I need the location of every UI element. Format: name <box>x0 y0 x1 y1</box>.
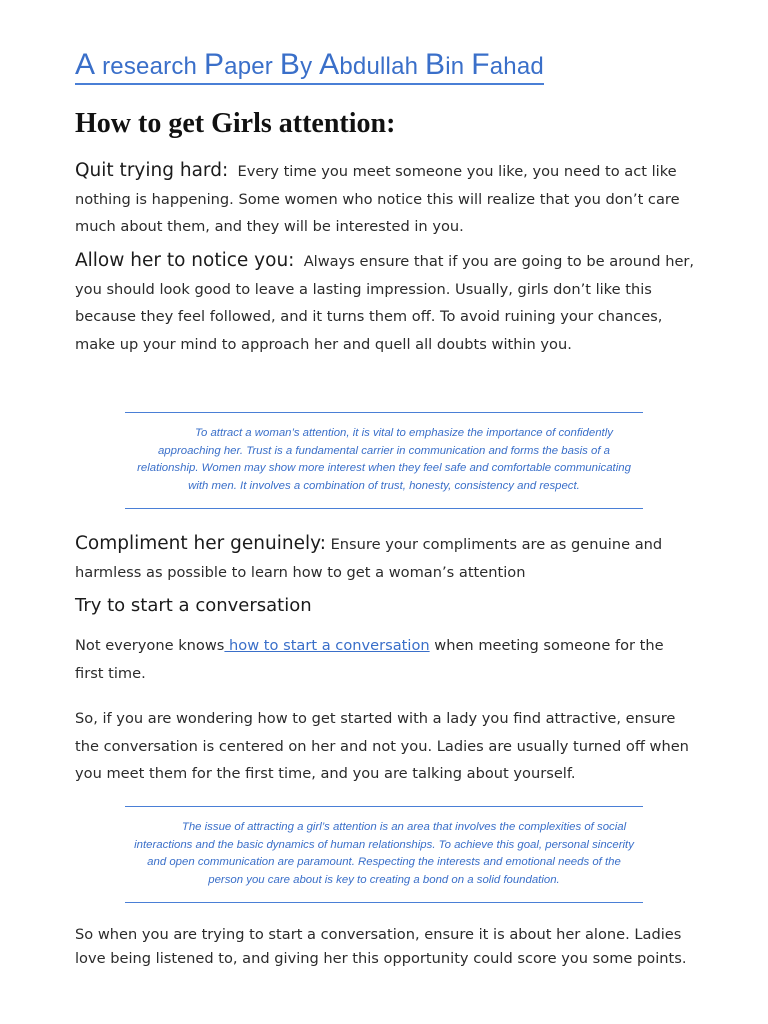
document-title <box>75 48 544 85</box>
section-lead: Allow her to notice you: <box>75 250 295 271</box>
paragraph-text: Not everyone knows <box>75 637 225 654</box>
section-lead: Compliment her genuinely: <box>75 533 326 554</box>
conversation-paragraph-1 <box>75 632 695 687</box>
section-allow-notice <box>75 247 695 358</box>
quote-text: To attract a woman’s attention, it is vital to emphasize the importance of confidently approaching her. Trust is a fundamental carrier in communication and forms the basis of a relationship. Women may show more interest when they feel safe and comfortable communicating with men. It involves a combination of trust, honesty, consistency and respect. <box>137 427 631 492</box>
title-part: B <box>279 48 301 81</box>
title-part: aper <box>224 53 280 80</box>
section-text: Every time you meet someone you like, you need to act like nothing is happening. Some women who notice this will realize that you don’t care much about them, and they will be interested in you. <box>75 163 680 235</box>
title-part: A <box>75 48 96 81</box>
title-part: research <box>95 53 204 80</box>
title-part: bdullah <box>339 53 426 80</box>
section-text: Ensure your compliments are as genuine and harmless as possible to learn how to get a woman’s attention <box>75 536 663 581</box>
title-part: P <box>203 48 225 81</box>
title-part: ahad <box>489 53 544 80</box>
conversation-heading: Try to start a conversation <box>75 595 312 616</box>
section-compliment <box>75 530 695 586</box>
closing-paragraph: So when you are trying to start a conversation, ensure it is about her alone. Ladies love being listened to, and giving her this opportunity could score you some points. <box>75 926 687 967</box>
title-part: B <box>425 48 446 81</box>
section-lead: Quit trying hard: <box>75 160 229 181</box>
pull-quote-2 <box>125 806 643 903</box>
start-conversation-link[interactable]: how to start a conversation <box>224 637 430 654</box>
page-heading: How to get Girls attention: <box>75 108 396 139</box>
title-part: A <box>319 48 340 81</box>
section-text: Always ensure that if you are going to be around her, you should look good to leave a lasting impression <box>75 253 695 298</box>
paragraph-text: when meeting someone for the first time. <box>75 637 664 682</box>
title-part: y <box>300 53 320 80</box>
conversation-paragraph-2: So, if you are wondering how to get started with a lady you find attractive, ensure the conversation is centered on her and not you. Ladies are usually turned off when you meet them for the first time, and you are talking about yourself. <box>75 710 689 782</box>
title-part: in <box>445 53 472 80</box>
title-part: F <box>471 48 490 81</box>
quote-text: The issue of attracting a girl’s attention is an area that involves the complexities of social interactions and the basic dynamics of human relationships. To achieve this goal, personal sincerity and open communication are paramount. Respecting the interests and emotional needs of the person you care about is key to creating a bond on a solid foundation. <box>134 821 634 886</box>
section-text-cont: . Usually, girls don’t like this because they feel followed, and it turns them off. To avoid ruining your chances, make up your mind to approach her and quell all doubts within you. <box>75 280 663 353</box>
section-quit-trying <box>75 157 695 241</box>
pull-quote-1 <box>125 412 643 509</box>
